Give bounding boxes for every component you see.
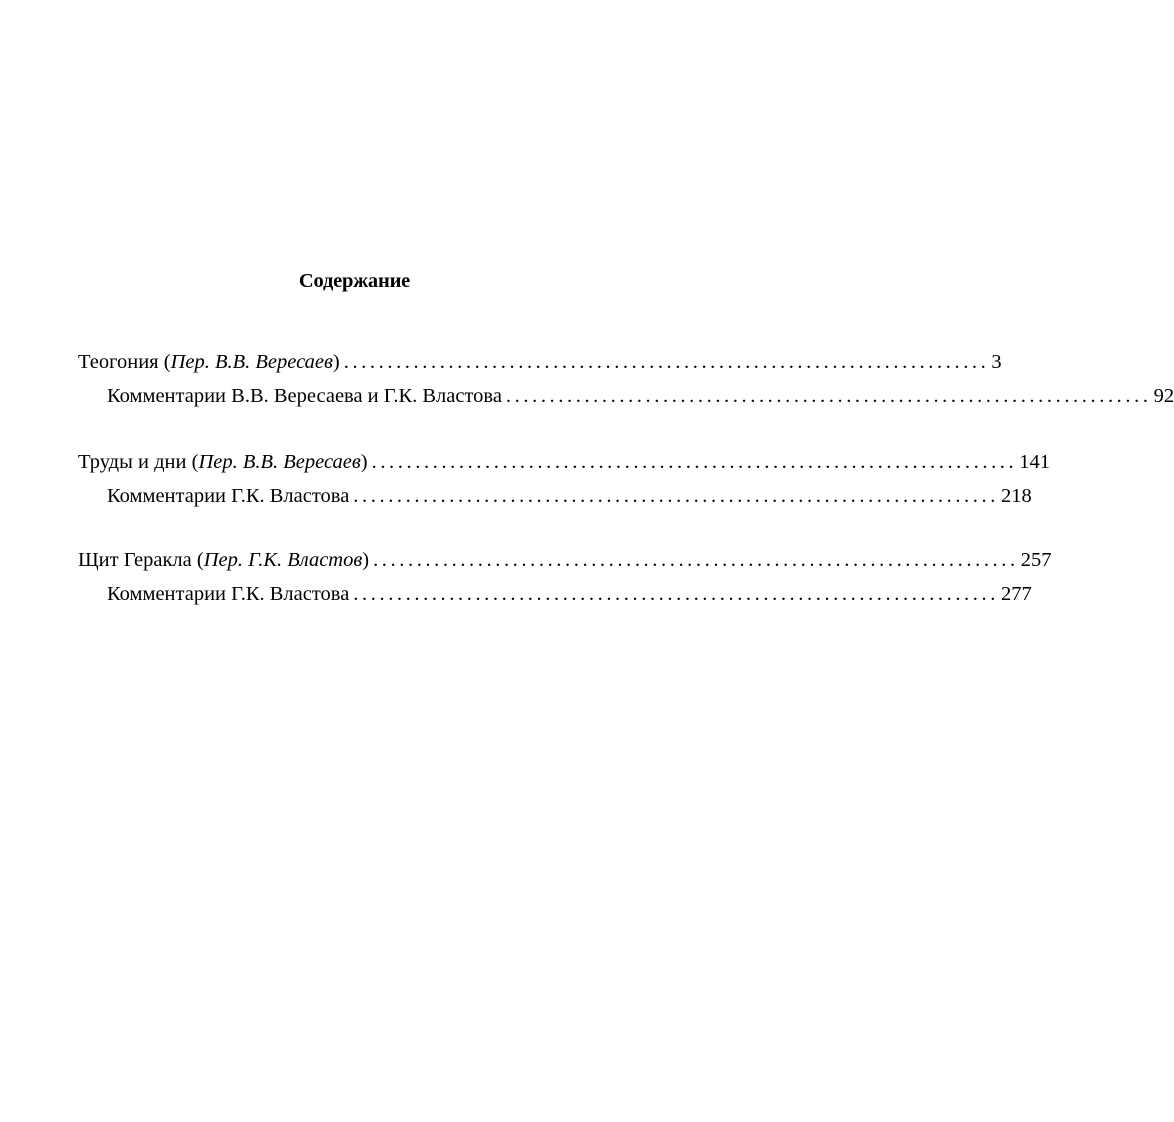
toc-section	[78, 445, 1051, 513]
toc-page-number: 3	[991, 351, 1002, 373]
toc-subentry-title: Комментарии Г.К. Властова	[107, 583, 350, 605]
toc-subentry	[78, 479, 1032, 513]
toc-entry-text	[78, 543, 369, 577]
toc-entry-open-paren: (	[191, 549, 204, 571]
toc-entry-title: Теогония	[78, 351, 159, 373]
toc-entry	[78, 345, 1002, 379]
toc-entry-title: Труды и дни	[78, 451, 187, 473]
toc-entry-translator: Пер. В.В. Вересаев	[198, 451, 361, 473]
toc-entry-close-paren: )	[360, 451, 368, 473]
toc-subentry	[78, 577, 1032, 611]
toc-heading: Содержание	[298, 270, 411, 292]
toc-entry-translator: Пер. Г.К. Властов	[203, 549, 363, 571]
toc-page-number: 141	[1019, 451, 1051, 473]
toc-page-number: 218	[1000, 485, 1032, 507]
toc-subentry-title: Комментарии В.В. Вересаева и Г.К. Властова	[107, 385, 502, 407]
toc-entry	[78, 445, 1051, 479]
toc-entry-title: Щит Геракла	[78, 549, 192, 571]
dot-leader: ..........................................................................	[371, 451, 1018, 473]
toc-entry-translator: Пер. В.В. Вересаев	[170, 351, 333, 373]
toc-entry-open-paren: (	[186, 451, 199, 473]
dot-leader: ..........................................................................	[343, 351, 990, 373]
toc-entry-close-paren: )	[362, 549, 370, 571]
toc-entry-close-paren: )	[332, 351, 340, 373]
toc-page-number: 277	[1000, 583, 1032, 605]
toc-subentry	[78, 379, 1174, 413]
toc-subentry-title: Комментарии Г.К. Властова	[107, 485, 350, 507]
toc-page-number: 92	[1153, 385, 1174, 407]
dot-leader: ..........................................................................	[373, 549, 1019, 571]
dot-leader: ..........................................................................	[353, 583, 999, 605]
toc-section	[78, 543, 1052, 611]
toc-entry-text	[78, 345, 340, 379]
toc-entry-text	[78, 445, 368, 479]
dot-leader: ..........................................................................	[505, 385, 1152, 407]
toc-section	[78, 345, 1174, 413]
toc-entry	[78, 543, 1052, 577]
toc-entry-open-paren: (	[158, 351, 171, 373]
dot-leader: ..........................................................................	[353, 485, 999, 507]
toc-page-number: 257	[1020, 549, 1052, 571]
